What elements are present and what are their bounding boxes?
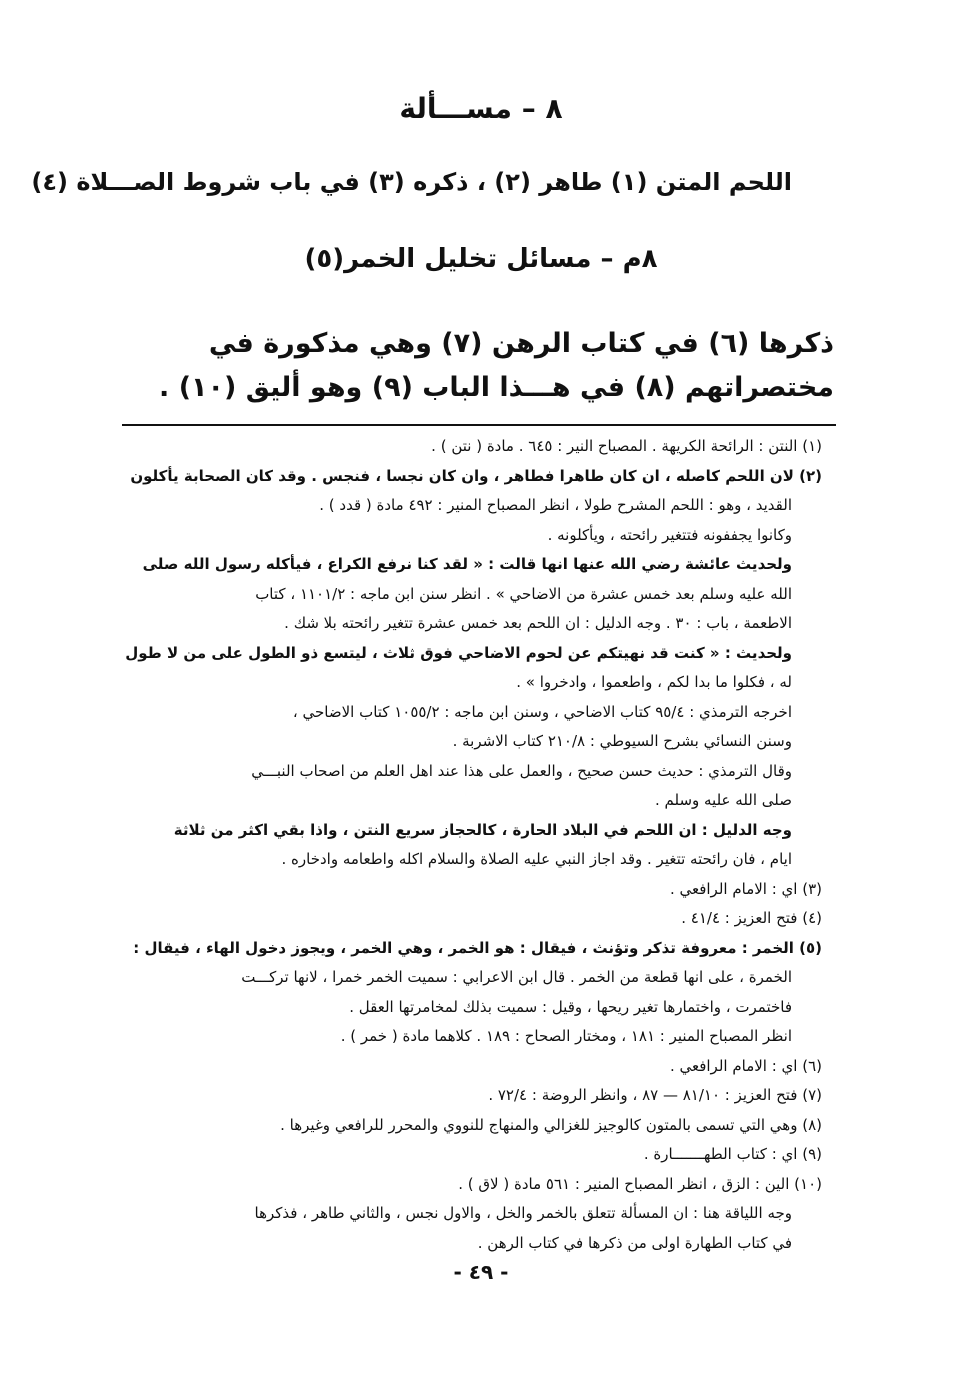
- footnote-line: وسنن النسائي بشرح السيوطي : ٢١٠/٨ كتاب الاشربة .: [452, 732, 792, 750]
- footnote-line: (١٠) الين : الزق ، انظر المصباح المنير : ٥٦١ مادة ( لاق ) .: [458, 1174, 822, 1193]
- footnote-line: (٧) فتح العزيز : ٨١/١٠ — ٨٧ ، وانظر الروضة : ٧٢/٤ .: [488, 1086, 822, 1104]
- body-paragraph: ذكرها (٦) في كتاب الرهن (٧) وهي مذكورة في مختصراتهم (٨) في هـــذا الباب (٩) وهو أليق (١٠) .: [159, 328, 834, 403]
- footnote-line: (٢) لان اللحم كاصله ، ان كان طاهرا فطاهر ، وان كان نجسا ، فنجس . وقد كان الصحابة يأكلون: [130, 466, 822, 485]
- footnote-line: وجه اللياقة هنا : ان المسألة تتعلق بالخمر والخل ، والاول نجس ، والثاني طاهر ، فذكرها: [254, 1204, 792, 1222]
- page-number: - ٤٩ -: [453, 1260, 509, 1284]
- footnotes: [122, 432, 822, 1258]
- footnote-line: (٨) وهي التي تسمى بالمتون كالوجيز للغزالي والمنهاج للنووي والمحرر للرافعي وغيرها .: [280, 1115, 822, 1134]
- footnote-line: القديد ، وهو : اللحم المشرح طولا ، انظر المصباح المنير : ٤٩٢ مادة ( قدد ) .: [319, 496, 792, 514]
- main-text-line: اللحم المتن (١) طاهر (٢) ، ذكره (٣) في باب شروط الصـــلاة (٤): [31, 168, 792, 196]
- footnote-line: ايام ، فان رائحته تتغير . وقد اجاز النبي عليه الصلاة والسلام اكله واطعامه وادخاره .: [281, 850, 792, 868]
- footnote-line: الله عليه وسلم بعد خمس عشرة من الاضاحي » . انظر سنن ابن ماجه : ١١٠١/٢ ، كتاب: [255, 584, 792, 603]
- footnote-line: (٥) الخمر : معروفة تذكر وتؤنث ، فيقال : هو الخمر ، وهي الخمر ، ويجوز دخول الهاء ، فيقال :: [133, 938, 822, 957]
- footnote-separator: [122, 424, 836, 426]
- footnote-line: انظر المصباح المنير : ١٨١ ، ومختار الصحاح : ١٨٩ . كلاهما مادة ( خمر ) .: [340, 1027, 792, 1045]
- footnote-line: (١) النتن : الرائحة الكريهة . المصباح النير : ٦٤٥ . مادة ( نتن ) .: [431, 437, 822, 455]
- footnote-line: (٣) اي : الامام الرافعي .: [669, 879, 822, 898]
- footnote-line: ولحديث عائشة رضي الله عنها انها قالت : « لقد كنا نرفع الكراع ، فيأكله رسول الله صلى: [142, 555, 792, 573]
- footnote-line: وكانوا يجففونه فتتغير رائحته ، ويأكلونه .: [547, 525, 792, 544]
- footnote-line: صلى الله عليه وسلم .: [654, 791, 792, 809]
- footnote-line: وقال الترمذي : حديث حسن صحيح ، والعمل على هذا عند اهل العلم من اصحاب النبـــي: [251, 761, 792, 780]
- footnote-line: (٩) اي : كتاب الطهـــــــارة .: [643, 1145, 822, 1163]
- footnote-line: وجه الدليل : ان اللحم في البلاد الحارة ، كالحجاز سريع النتن ، واذا بقي اكثر من ثلاثة: [173, 820, 792, 839]
- footnote-line: فاختمرت ، واختمارها تغير ريحها ، وقيل : سميت بذلك لمخامرتها العقل .: [349, 997, 792, 1016]
- footnote-line: (٦) اي : الامام الرافعي .: [669, 1056, 822, 1075]
- footnote-line: ولحديث : « كنت قد نهيتكم عن لحوم الاضاحي فوق ثلاث ، ليتسع ذو الطول على من لا طول: [125, 643, 792, 662]
- footnote-line: له ، فكلوا ما بدا لكم ، واطعموا ، وادخروا » .: [516, 673, 792, 691]
- footnote-line: في كتاب الطهارة اولى من ذكرها في كتاب الرهن .: [477, 1233, 792, 1252]
- footnote-line: (٤) فتح العزيز : ٤١/٤ .: [681, 909, 822, 927]
- footnote-line: الخمرة ، على انها قطعة من الخمر . قال ابن الاعرابي : سميت الخمر خمرا ، لانها تركـــت: [241, 968, 792, 986]
- subsection-heading: ٨م – مسائل تخليل الخمر(٥): [304, 244, 658, 274]
- section-heading: ٨ – مســـألة: [399, 92, 563, 125]
- footnote-line: اخرجه الترمذي : ٩٥/٤ كتاب الاضاحي ، وسنن ابن ماجه : ١٠٥٥/٢ كتاب الاضاحي ،: [292, 702, 792, 721]
- footnote-line: الاطعمة ، باب : ٣٠ . وجه الدليل : ان اللحم بعد خمس عشرة تتغير رائحته بلا شك .: [284, 614, 792, 632]
